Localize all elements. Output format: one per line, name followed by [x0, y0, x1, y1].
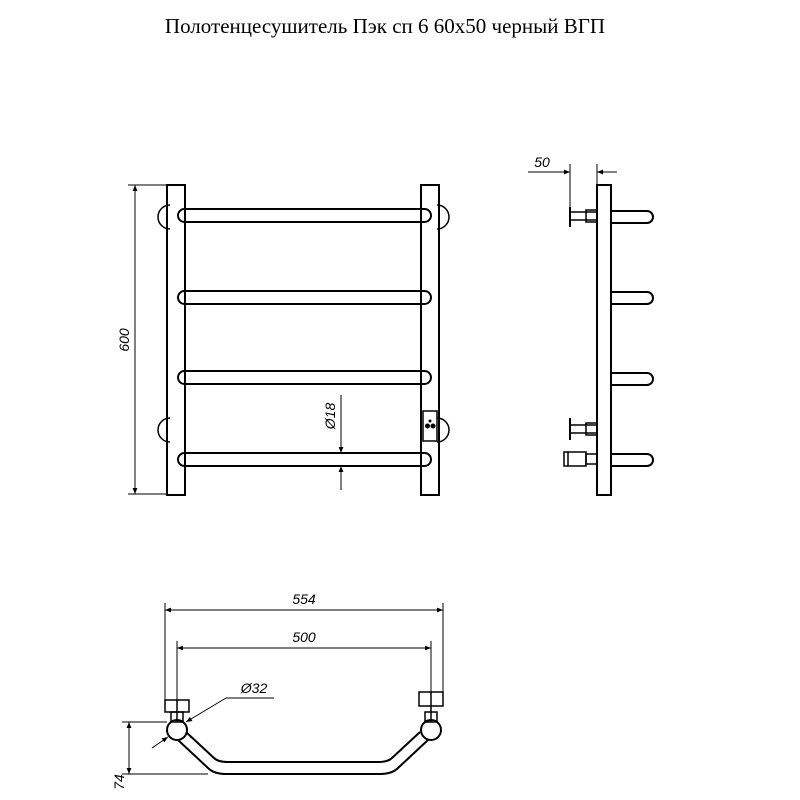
top-view [111, 591, 443, 790]
height-dimension-label: 600 [116, 328, 132, 352]
side-rung-1 [611, 211, 653, 223]
page-title: Полотенцесушитель Пэк сп 6 60x50 черный ВГП [164, 14, 606, 38]
mount-bracket-top-left [158, 205, 170, 229]
side-mount-top [570, 207, 597, 227]
mount-bracket-bottom-left [158, 418, 170, 442]
height-dimension [116, 185, 167, 494]
center-distance-dimension [177, 629, 431, 700]
rung-1 [178, 209, 431, 222]
top-right-riser [419, 692, 443, 740]
side-view [528, 154, 653, 495]
side-heater-connector [564, 452, 597, 466]
side-rung-2 [611, 292, 653, 304]
rung-3 [178, 371, 431, 384]
depth-dimension [111, 722, 208, 790]
depth-dimension-label: 74 [111, 774, 127, 790]
offset-dimension-label: 50 [534, 154, 550, 170]
left-riser [167, 185, 185, 495]
side-riser [597, 185, 611, 495]
overall-width-dimension [165, 591, 443, 700]
side-mount-bottom [570, 418, 597, 440]
tube-diameter-label: Ø18 [322, 402, 338, 430]
heater-connector [423, 411, 437, 441]
top-tube-profile [178, 740, 428, 774]
right-riser [421, 185, 439, 495]
top-left-riser [165, 700, 189, 740]
overall-width-label: 554 [292, 591, 316, 607]
rung-2 [178, 291, 431, 304]
offset-dimension [528, 154, 617, 207]
front-view [116, 185, 449, 495]
riser-diameter-label: Ø32 [240, 680, 268, 696]
side-rung-3 [611, 373, 653, 385]
rung-4 [178, 453, 431, 466]
center-distance-label: 500 [292, 629, 316, 645]
side-rung-4 [611, 454, 653, 466]
tube-diameter-dimension [322, 395, 341, 490]
